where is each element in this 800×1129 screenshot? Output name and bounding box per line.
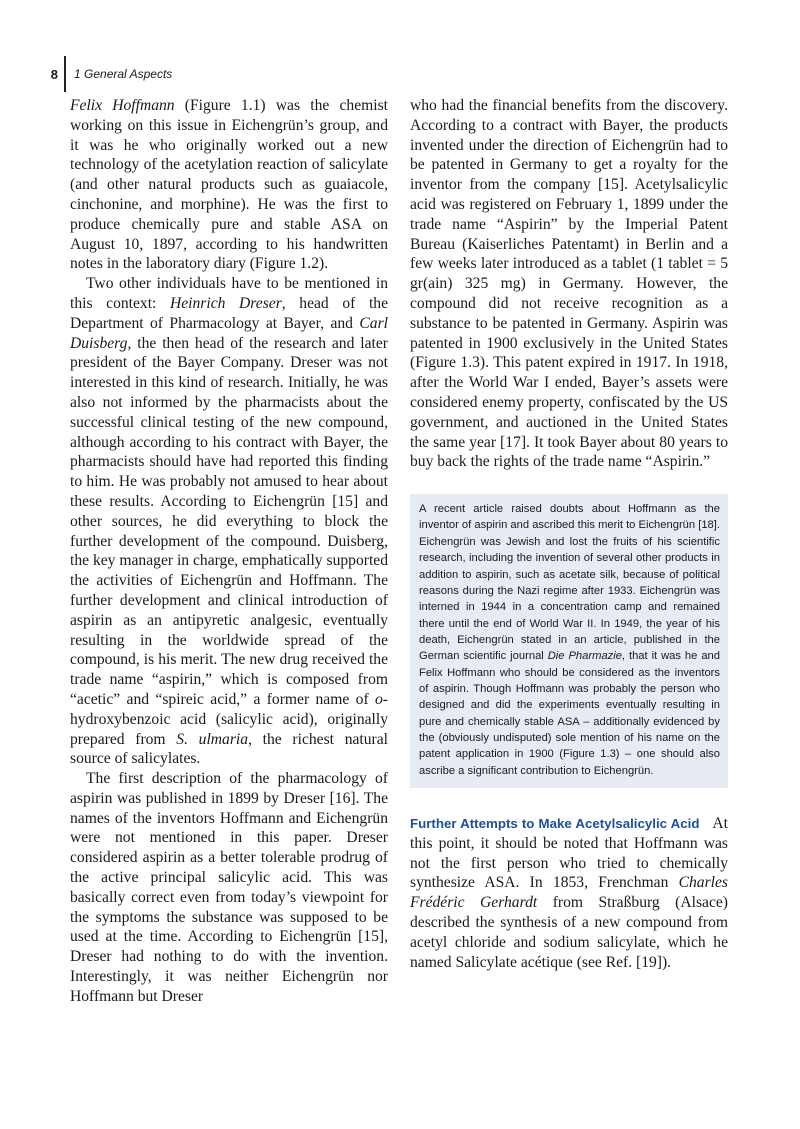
- italic-text: Carl Duisberg: [70, 314, 388, 352]
- paragraph-with-subheading: [410, 814, 728, 972]
- left-column: [70, 96, 388, 1007]
- text-run: who had the financial benefits from the discovery. According to a contract with Bayer, the products invented under the direction of Eichengrün had to be patented in Germany to get a royalty for the inventor from the company [15]. Acetylsalicylic acid was registered on February 1, 1899 under the trade name “Aspirin” by the Imperial Patent Bureau (Kaiserliches Patentamt) in Berlin and a few weeks later introduced as a tablet (1 tablet = 5 gr(ain) 325 mg) in Germany. However, the compound did not receive recognition as a substance to be patented in Germany. Aspirin was patented in 1900 exclusively in the United States (Figure 1.3). This patent expired in 1917. In 1918, after the World War I ended, Bayer’s assets were considered enemy property, confiscated by the US government, and auctioned in the United States the same year [17]. It took Bayer about 80 years to buy back the rights of the trade name “Aspirin.”: [410, 97, 728, 471]
- text-run: (Figure 1.1) was the chemist working on this issue in Eichengrün’s group, and it was he who originally worked out a new technology of the acetylation reaction of salicylate (and other natural products such as guaiacole, cinchonine, and morphine). He was the first to produce chemically pure and stable ASA on August 10, 1897, according to his handwritten notes in the laboratory diary (Figure 1.2).: [70, 97, 388, 273]
- sidebar-box: [410, 494, 728, 788]
- italic-text: o: [375, 690, 383, 708]
- text-run: , that it was he and Felix Hoffmann who should be considered as the inventors of aspirin. Though Hoffmann was probably the person who designed and did the experiments eventually resulting in pure and chemically stable ASA – additionally evidenced by the (obviously undisputed) sole mention of his name on the patent application in 1900 (Figure 1.3) – one should also ascribe a significant contribution to Eichengrün.: [419, 650, 720, 777]
- paragraph: [70, 769, 388, 1007]
- page-header: [42, 56, 172, 92]
- running-head: 1 General Aspects: [74, 67, 173, 81]
- italic-text: Die Pharmazie: [547, 650, 622, 663]
- italic-text: Heinrich Dreser: [170, 294, 282, 312]
- italic-text: Felix Hoffmann: [70, 97, 175, 114]
- paragraph: [70, 274, 388, 769]
- text-run: , the richest natural source of salicylates.: [70, 730, 388, 768]
- paragraph-text: [410, 815, 728, 971]
- paragraph: [410, 96, 728, 472]
- italic-text: Charles Frédéric Gerhardt: [410, 874, 728, 912]
- text-run: , the then head of the research and later president of the Bayer Company. Dreser was not interested in this kind of research. Initially, he was also not informed by the pharmacists about the successful clinical testing of the new compound, although according to his contract with Bayer, the pharmacists should have had reported this finding to him. He was probably not amused to hear about these results. According to Eichengrün [15] and other sources, he did everything to block the further development of the compound. Duisberg, the key manager in charge, emphatically supported the activities of Eichengrün and Hoffmann. The further development and clinical introduction of aspirin as an antipyretic analgesic, eventually resulting in the worldwide spread of the compound, is his merit. The new drug received the trade name “aspirin,” which is composed from “acetic” and “spireic acid,” a former name of: [70, 334, 388, 708]
- text-run: At this point, it should be noted that Hoffmann was not the first person who tried to chemically synthesize ASA. In 1853, Frenchman: [410, 814, 728, 892]
- paragraph: [70, 96, 388, 274]
- text-run: -hydroxybenzoic acid (salicylic acid), originally prepared from: [70, 690, 388, 748]
- text-run: A recent article raised doubts about Hoffmann as the inventor of aspirin and ascribed this merit to Eichengrün [18]. Eichengrün was Jewish and lost the fruits of his scientific research, including the invention of several other products in addition to aspirin, such as acetate silk, because of political reasons during the Nazi regime after 1933. Eichengrün was interned in 1944 in a concentration camp and remained there until the end of World War II. In 1949, the year of his death, Eichengrün stated in an article, published in the German scientific journal: [419, 503, 720, 663]
- text-run: The first description of the pharmacology of aspirin was published in 1899 by Dreser [16]. The names of the inventors Hoffmann and Eichengrün were not mentioned in this paper. Dreser considered aspirin as a better tolerable prodrug of the active principal salicylic acid. This was basically correct even from today’s viewpoint for the symptoms the substance was supposed to be used at the time. According to Eichengrün [15], Dreser had nothing to do with the invention. Interestingly, it was neither Eichengrün nor Hoffmann but Dreser: [70, 770, 388, 1005]
- italic-text: S. ulmaria: [176, 730, 249, 748]
- section-subheading: Further Attempts to Make Acetylsalicylic Acid: [410, 815, 700, 831]
- text-run: , head of the Department of Pharmacology at Bayer, and: [70, 294, 388, 332]
- text-run: Two other individuals have to be mentioned in this context:: [70, 275, 388, 312]
- right-column: [410, 96, 728, 972]
- page-number: 8: [50, 66, 58, 82]
- header-rule: [64, 56, 66, 92]
- text-run: from Straßburg (Alsace) described the synthesis of a new compound from acetyl chloride and sodium salicylate, which he named Salicylate acétique (see Ref. [19]).: [410, 894, 728, 971]
